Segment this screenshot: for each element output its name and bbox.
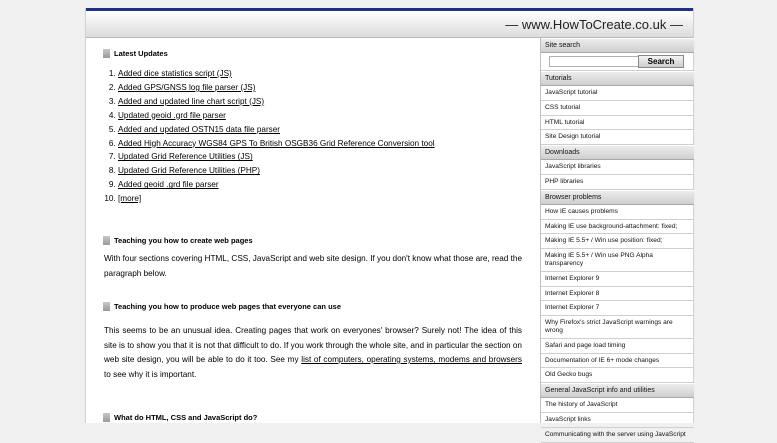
- teaching-create-text: With four sections covering HTML, CSS, JavaScript and web site design. If you don't know what those are, read the paragraph below.: [104, 254, 522, 278]
- sidebar-item-ie9[interactable]: Internet Explorer 9: [541, 272, 694, 287]
- search-input[interactable]: [549, 56, 639, 67]
- section-bullet-icon: [103, 49, 110, 58]
- sidebar-item-ie-problems[interactable]: How IE causes problems: [541, 205, 694, 220]
- list-item: [118, 95, 435, 109]
- update-link[interactable]: Updated Grid Reference Utilities (JS): [118, 152, 253, 162]
- list-item: [118, 192, 435, 206]
- downloads-heading: Downloads: [541, 145, 694, 160]
- update-link[interactable]: Added GPS/GNSS log file parser (JS): [118, 82, 256, 92]
- sidebar-item-ie8[interactable]: Internet Explorer 8: [541, 287, 694, 302]
- site-header: [86, 11, 693, 38]
- list-item: [118, 150, 435, 164]
- sidebar-item-ie-background-fixed[interactable]: Making IE use background-attachment: fixed;: [541, 220, 694, 235]
- sidebar-item-old-gecko-bugs[interactable]: Old Gecko bugs: [541, 368, 694, 383]
- sidebar: [540, 38, 694, 438]
- sidebar-item-js-links[interactable]: JavaScript links: [541, 413, 694, 428]
- section-bullet-icon: [103, 236, 110, 245]
- sidebar-item-html-tutorial[interactable]: HTML tutorial: [541, 116, 694, 131]
- teaching-produce-text-end: to see why it is important.: [104, 369, 197, 379]
- what-do-heading: [103, 413, 257, 422]
- update-link[interactable]: Updated geoid .grd file parser: [118, 110, 226, 120]
- list-item: [118, 164, 435, 178]
- update-link[interactable]: Added High Accuracy WGS84 GPS To British OSGB36 Grid Reference Conversion tool: [118, 138, 435, 148]
- sidebar-item-ie-png-alpha[interactable]: Making IE 5.5+ / Win use PNG Alpha transparency: [541, 249, 694, 272]
- list-item: [118, 81, 435, 95]
- list-item: [118, 123, 435, 137]
- teaching-produce-text-start: This seems to be an unusual idea. Creating pages that work on everyones' browser? Surely not! The idea of this site is to show you that it is not that difficult to do. If you work through the whole site, and in particular the section on web site design, you will be able to do it too. See my: [104, 326, 522, 364]
- more-link[interactable]: [more]: [118, 194, 142, 204]
- update-link[interactable]: Updated Grid Reference Utilities (PHP): [118, 166, 260, 176]
- teaching-create-title: Teaching you how to create web pages: [114, 236, 253, 245]
- site-search-form: [541, 53, 694, 71]
- sidebar-item-javascript-tutorial[interactable]: JavaScript tutorial: [541, 86, 694, 101]
- sidebar-item-js-server-communication[interactable]: Communicating with the server using JavaScript: [541, 428, 694, 443]
- browser-problems-heading: Browser problems: [541, 190, 694, 205]
- main-content: [86, 38, 539, 423]
- sidebar-item-ie-mode-changes[interactable]: Documentation of IE 6+ mode changes: [541, 354, 694, 369]
- sidebar-item-css-tutorial[interactable]: CSS tutorial: [541, 101, 694, 116]
- teaching-produce-text: [104, 324, 522, 382]
- update-link[interactable]: Added and updated OSTN15 data file parser: [118, 124, 281, 134]
- sidebar-item-php-libraries[interactable]: PHP libraries: [541, 175, 694, 190]
- sidebar-item-ie-position-fixed[interactable]: Making IE 5.5+ / Win use position: fixed;: [541, 234, 694, 249]
- list-item: [118, 109, 435, 123]
- sidebar-item-safari-load-timing[interactable]: Safari and page load timing: [541, 339, 694, 354]
- list-item: [118, 137, 435, 151]
- site-search-heading: Site search: [541, 38, 694, 53]
- search-button[interactable]: Search: [638, 55, 684, 68]
- teaching-produce-heading: [103, 302, 341, 311]
- list-item: [118, 178, 435, 192]
- latest-updates-list: [103, 67, 435, 206]
- sidebar-item-javascript-libraries[interactable]: JavaScript libraries: [541, 160, 694, 175]
- update-link[interactable]: Added dice statistics script (JS): [118, 69, 232, 78]
- what-do-title: What do HTML, CSS and JavaScript do?: [114, 413, 258, 422]
- site-title[interactable]: — www.HowToCreate.co.uk —: [505, 17, 683, 32]
- update-link[interactable]: Added and updated line chart script (JS): [118, 96, 265, 106]
- sidebar-item-ie7[interactable]: Internet Explorer 7: [541, 301, 694, 316]
- page-container: [85, 8, 694, 438]
- teaching-create-heading: [103, 236, 253, 245]
- latest-updates-title: Latest Updates: [114, 49, 168, 58]
- update-link[interactable]: Added geoid .grd file parser: [118, 180, 219, 190]
- latest-updates-heading: [103, 49, 168, 58]
- section-bullet-icon: [103, 413, 110, 422]
- sidebar-item-firefox-warnings[interactable]: Why Firefox's strict JavaScript warnings are wrong: [541, 316, 694, 339]
- list-item: [118, 67, 435, 81]
- computers-list-link[interactable]: list of computers, operating systems, modems and browsers: [301, 355, 523, 364]
- sidebar-item-js-history[interactable]: The history of JavaScript: [541, 398, 694, 413]
- teaching-produce-title: Teaching you how to produce web pages that everyone can use: [114, 302, 341, 311]
- section-bullet-icon: [103, 302, 110, 311]
- js-info-heading: General JavaScript info and utilities: [541, 383, 694, 398]
- sidebar-item-site-design-tutorial[interactable]: Site Design tutorial: [541, 130, 694, 145]
- tutorials-heading: Tutorials: [541, 71, 694, 86]
